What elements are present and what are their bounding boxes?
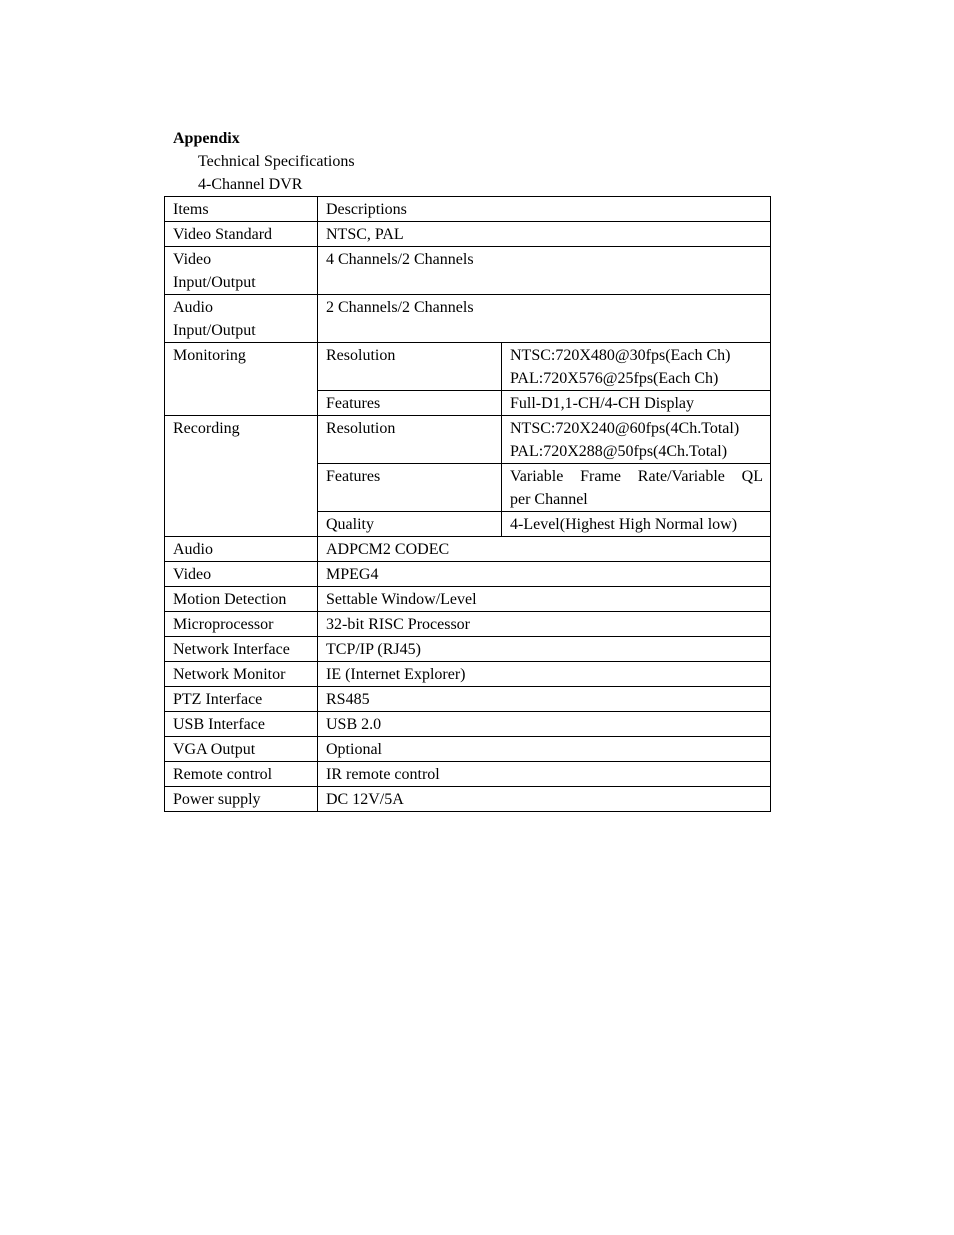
table-row — [165, 537, 771, 562]
sub-value — [502, 464, 771, 512]
row-label: PTZ Interface — [165, 687, 318, 712]
row-value: USB 2.0 — [318, 712, 771, 737]
section-title: Technical Specifications — [198, 153, 355, 170]
row-value: NTSC, PAL — [318, 222, 771, 247]
value-line: Variable Frame Rate/Variable QL — [510, 468, 763, 485]
row-label: Network Monitor — [165, 662, 318, 687]
value-line: PAL:720X576@25fps(Each Ch) — [510, 370, 719, 387]
row-label: Power supply — [165, 787, 318, 812]
row-value: Optional — [318, 737, 771, 762]
sub-value: Full-D1,1-CH/4-CH Display — [502, 391, 771, 416]
row-label: Microprocessor — [165, 612, 318, 637]
row-label: Remote control — [165, 762, 318, 787]
sub-label: Resolution — [318, 343, 502, 391]
row-value: Settable Window/Level — [318, 587, 771, 612]
appendix-heading: Appendix — [173, 130, 240, 147]
row-label: Audio — [165, 537, 318, 562]
table-row — [165, 737, 771, 762]
table-row — [165, 637, 771, 662]
sub-value — [502, 416, 771, 464]
row-label: Video Standard — [165, 222, 318, 247]
sub-value: 4-Level(Highest High Normal low) — [502, 512, 771, 537]
row-label: VGA Output — [165, 737, 318, 762]
row-value: 32-bit RISC Processor — [318, 612, 771, 637]
label-line: Input/Output — [173, 274, 256, 291]
row-label: Recording — [165, 416, 318, 537]
row-label: Monitoring — [165, 343, 318, 416]
value-line: NTSC:720X480@30fps(Each Ch) — [510, 347, 731, 364]
label-line: Audio — [173, 299, 213, 316]
table-header-row — [165, 197, 771, 222]
table-row — [165, 762, 771, 787]
value-line: PAL:720X288@50fps(4Ch.Total) — [510, 443, 728, 460]
row-label: USB Interface — [165, 712, 318, 737]
sub-label: Quality — [318, 512, 502, 537]
table-row — [165, 712, 771, 737]
table-row — [165, 787, 771, 812]
row-value: IE (Internet Explorer) — [318, 662, 771, 687]
sub-label: Features — [318, 464, 502, 512]
row-value: 2 Channels/2 Channels — [318, 295, 771, 343]
product-title: 4-Channel DVR — [198, 176, 303, 193]
table-row — [165, 687, 771, 712]
table-row — [165, 247, 771, 295]
row-label: Motion Detection — [165, 587, 318, 612]
table-row — [165, 416, 771, 464]
value-line: per Channel — [510, 491, 588, 508]
row-label: Video — [165, 562, 318, 587]
row-value: 4 Channels/2 Channels — [318, 247, 771, 295]
row-value: RS485 — [318, 687, 771, 712]
sub-label: Resolution — [318, 416, 502, 464]
row-label — [165, 247, 318, 295]
table-row — [165, 662, 771, 687]
row-value: IR remote control — [318, 762, 771, 787]
table-row — [165, 222, 771, 247]
table-row — [165, 587, 771, 612]
label-line: Video — [173, 251, 212, 268]
row-value: MPEG4 — [318, 562, 771, 587]
simple-rows — [165, 537, 771, 812]
table-row — [165, 295, 771, 343]
table-row — [165, 562, 771, 587]
header-descriptions: Descriptions — [318, 197, 771, 222]
spec-table — [164, 196, 771, 812]
row-label: Network Interface — [165, 637, 318, 662]
row-value: DC 12V/5A — [318, 787, 771, 812]
label-line: Input/Output — [173, 322, 256, 339]
sub-value — [502, 343, 771, 391]
value-line: NTSC:720X240@60fps(4Ch.Total) — [510, 420, 740, 437]
header-items: Items — [165, 197, 318, 222]
row-value: ADPCM2 CODEC — [318, 537, 771, 562]
row-label — [165, 295, 318, 343]
table-row — [165, 343, 771, 391]
row-value: TCP/IP (RJ45) — [318, 637, 771, 662]
sub-label: Features — [318, 391, 502, 416]
table-row — [165, 612, 771, 637]
